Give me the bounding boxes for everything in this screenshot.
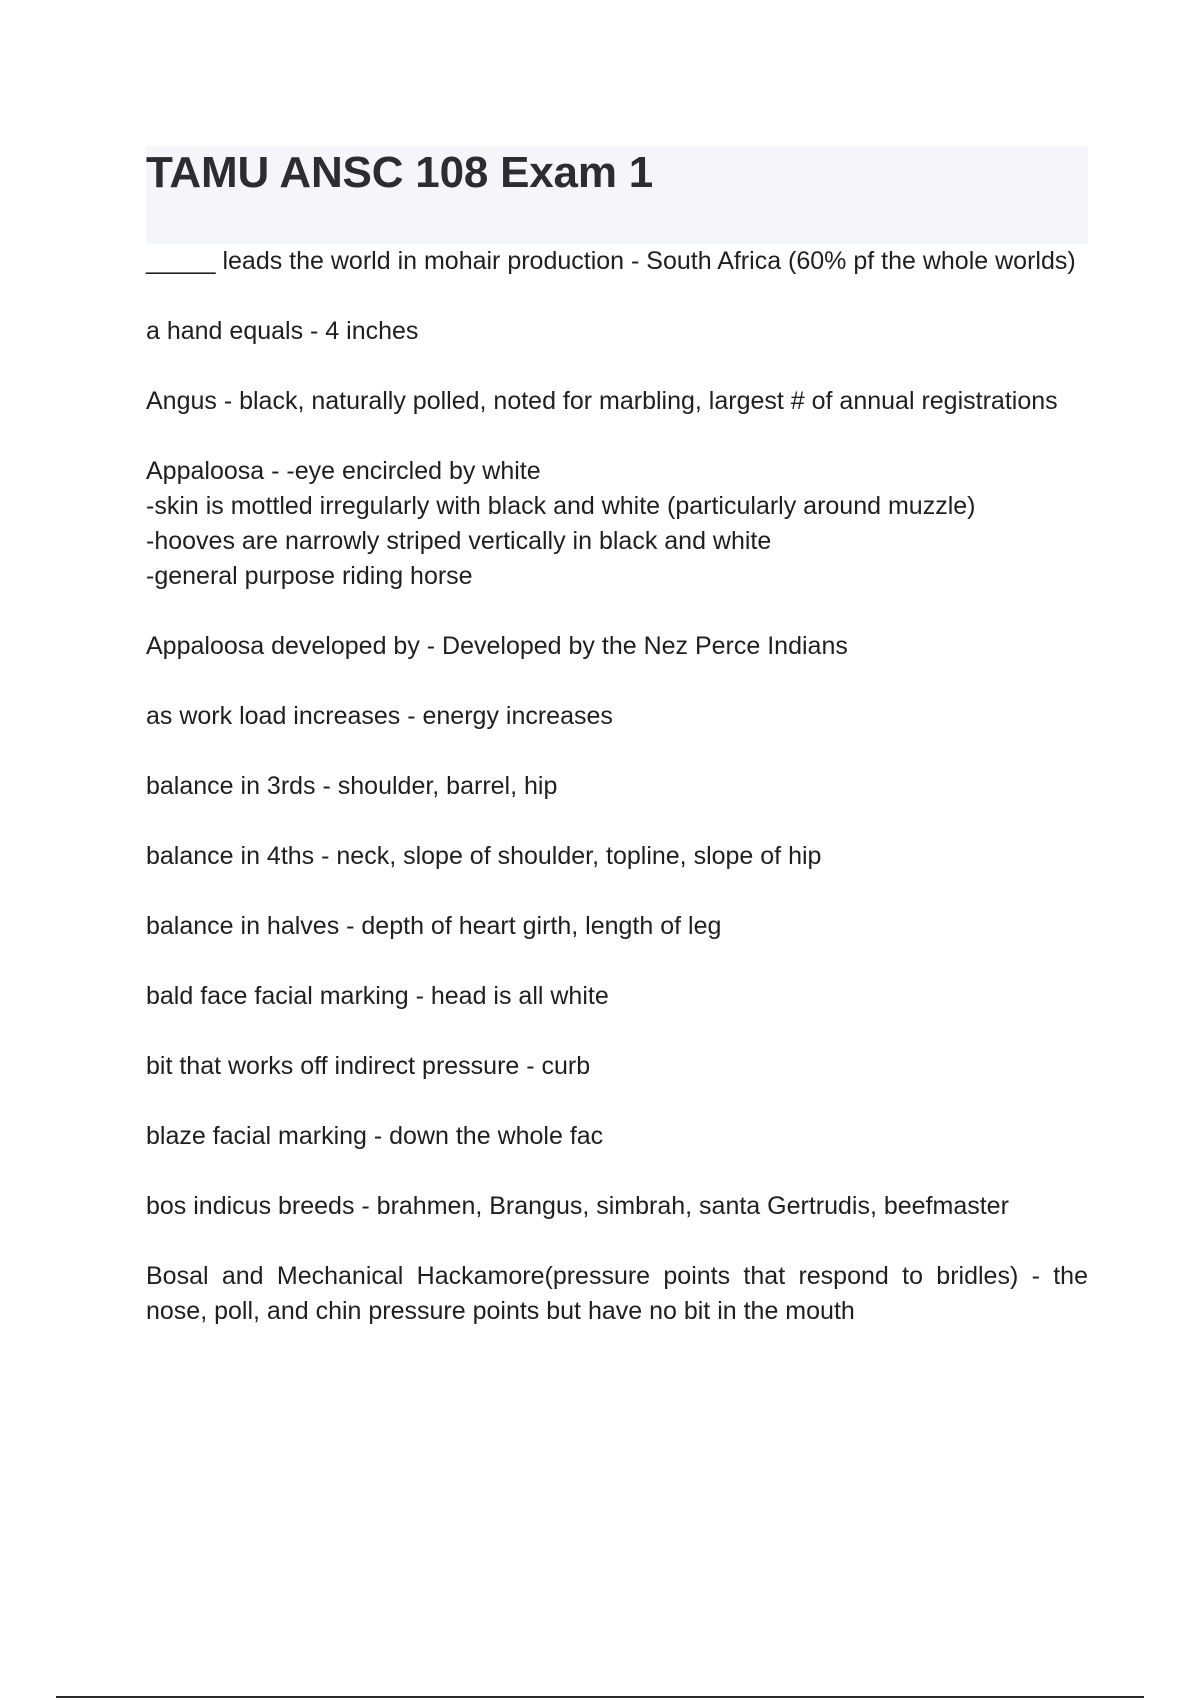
page-bottom-rule (56, 1696, 1144, 1698)
entry-bosal-hackamore: Bosal and Mechanical Hackamore(pressure points that respond to bridles) - the nose, poll, and chin pressure points but have no bit in the mouth (146, 1262, 1088, 1325)
entry-appaloosa-line: -general purpose riding horse (146, 562, 473, 590)
entry-curb-bit: bit that works off indirect pressure - curb (146, 1052, 591, 1080)
entry-balance-halves: balance in halves - depth of heart girth, length of leg (146, 912, 722, 940)
document-title: TAMU ANSC 108 Exam 1 (146, 148, 654, 197)
entry-bald-face: bald face facial marking - head is all white (146, 982, 609, 1010)
entry-hand: a hand equals - 4 inches (146, 317, 419, 345)
entry-work-load: as work load increases - energy increases (146, 702, 613, 730)
entry-balance-fourths: balance in 4ths - neck, slope of shoulder, topline, slope of hip (146, 842, 822, 870)
entry-angus: Angus - black, naturally polled, noted for marbling, largest # of annual registrations (146, 387, 1058, 415)
document-body (146, 244, 1088, 1364)
entry-mohair: _____ leads the world in mohair production - South Africa (60% pf the whole worlds) (146, 247, 1076, 275)
entry-bos-indicus: bos indicus breeds - brahmen, Brangus, simbrah, santa Gertrudis, beefmaster (146, 1192, 1009, 1220)
entry-appaloosa-developed: Appaloosa developed by - Developed by the Nez Perce Indians (146, 632, 848, 660)
entry-appaloosa-line: Appaloosa - -eye encircled by white (146, 457, 541, 485)
entry-appaloosa-line: -hooves are narrowly striped vertically in black and white (146, 527, 772, 555)
entry-balance-thirds: balance in 3rds - shoulder, barrel, hip (146, 772, 558, 800)
entry-blaze: blaze facial marking - down the whole fac (146, 1122, 604, 1150)
entry-appaloosa-line: -skin is mottled irregularly with black and white (particularly around muzzle) (146, 492, 976, 520)
entry-appaloosa (146, 454, 1088, 594)
